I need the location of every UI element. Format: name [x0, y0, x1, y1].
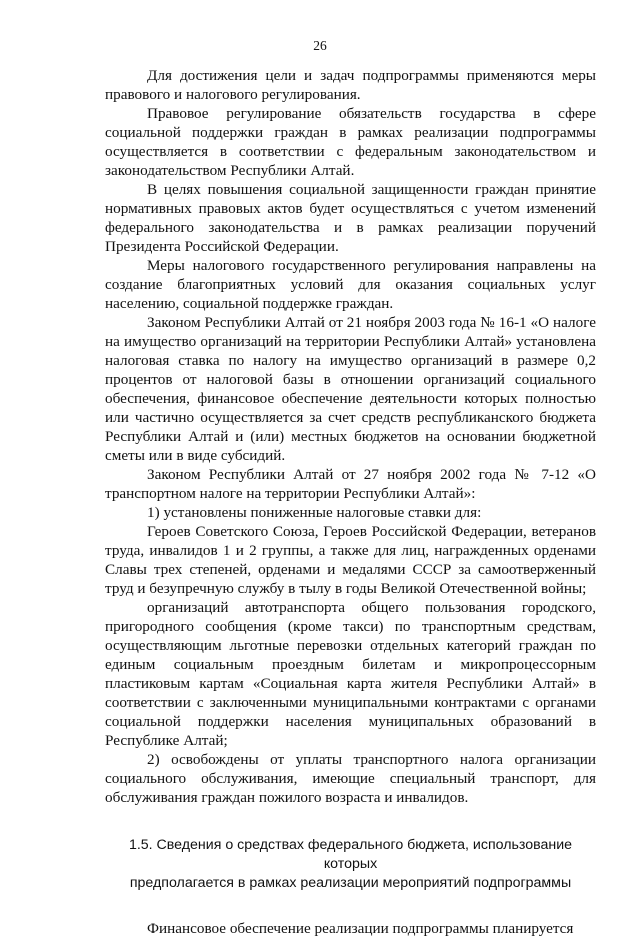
section-heading-line: предполагается в рамках реализации мероприятий подпрограммы [129, 875, 572, 891]
paragraph-property-tax-law: Законом Республики Алтай от 21 ноября 2003 года № 16-1 «О налоге на имущество организаций на территории Республики Алтай» установлена налоговая ставка по налогу на имущество организаций в размере 0,2 процентов от налоговой базы в отношении организаций социального обеспечения, финансовое обеспечение деятельности которых полностью или частично осуществляется за счет средств республиканского бюджета Республики Алтай и (или) местных бюджетов на основании бюджетной сметы или в виде субсидий. [105, 314, 596, 464]
paragraph-exemption: 2) освобождены от уплаты транспортного налога организации социального обслуживания, имеющие специальный транспорт, для обслуживания граждан пожилого возраста и инвалидов. [105, 751, 596, 806]
paragraph-reduced-rates: 1) установлены пониженные налоговые ставки для: [147, 504, 482, 521]
paragraph-transport-organizations: организаций автотранспорта общего пользования городского, пригородного сообщения (кроме такси) по транспортным средствам, осуществляющим льготные перевозки отдельных категорий граждан по единым социальным проездным билетам и микропроцессорным пластиковым картам «Социальная карта жителя Республики Алтай» в соответствии с заключенными муниципальными контрактами с органами социальной поддержки населения муниципальных образований в Республике Алтай; [105, 599, 596, 749]
paragraph-tax-regulation: Меры налогового государственного регулирования направлены на создание благоприятных условий для оказания социальных услуг населению, социальной поддержке граждан. [105, 257, 596, 312]
paragraph-financing: Финансовое обеспечение реализации подпрограммы планируется [147, 920, 574, 937]
paragraph-measures-intro: Для достижения цели и задач подпрограммы применяются меры правового и налогового регулирования. [105, 67, 596, 103]
document-body [105, 66, 596, 938]
section-heading-line: 1.5. Сведения о средствах федерального бюджета, использование которых [128, 837, 573, 872]
page-number: 26 [313, 38, 327, 53]
paragraph-social-protection: В целях повышения социальной защищенности граждан принятие нормативных правовых актов будет осуществляться с учетом изменений федерального законодательства и в рамках реализации поручений Президента Российской Федерации. [105, 181, 596, 255]
section-heading [105, 836, 596, 893]
paragraph-legal-regulation: Правовое регулирование обязательств государства в сфере социальной поддержки граждан в рамках реализации подпрограммы осуществляется в соответствии с федеральным законодательством и законодательством Республики Алтай. [105, 105, 596, 179]
paragraph-heroes-veterans: Героев Советского Союза, Героев Российской Федерации, ветеранов труда, инвалидов 1 и 2 группы, а также для лиц, награжденных орденами Славы трех степеней, орденами и медалями СССР за самоотверженный труд и безупречную службу в тылу в годы Великой Отечественной войны; [105, 523, 596, 597]
paragraph-transport-tax-law: Законом Республики Алтай от 27 ноября 2002 года № 7-12 «О транспортном налоге на территории Республики Алтай»: [105, 466, 596, 502]
